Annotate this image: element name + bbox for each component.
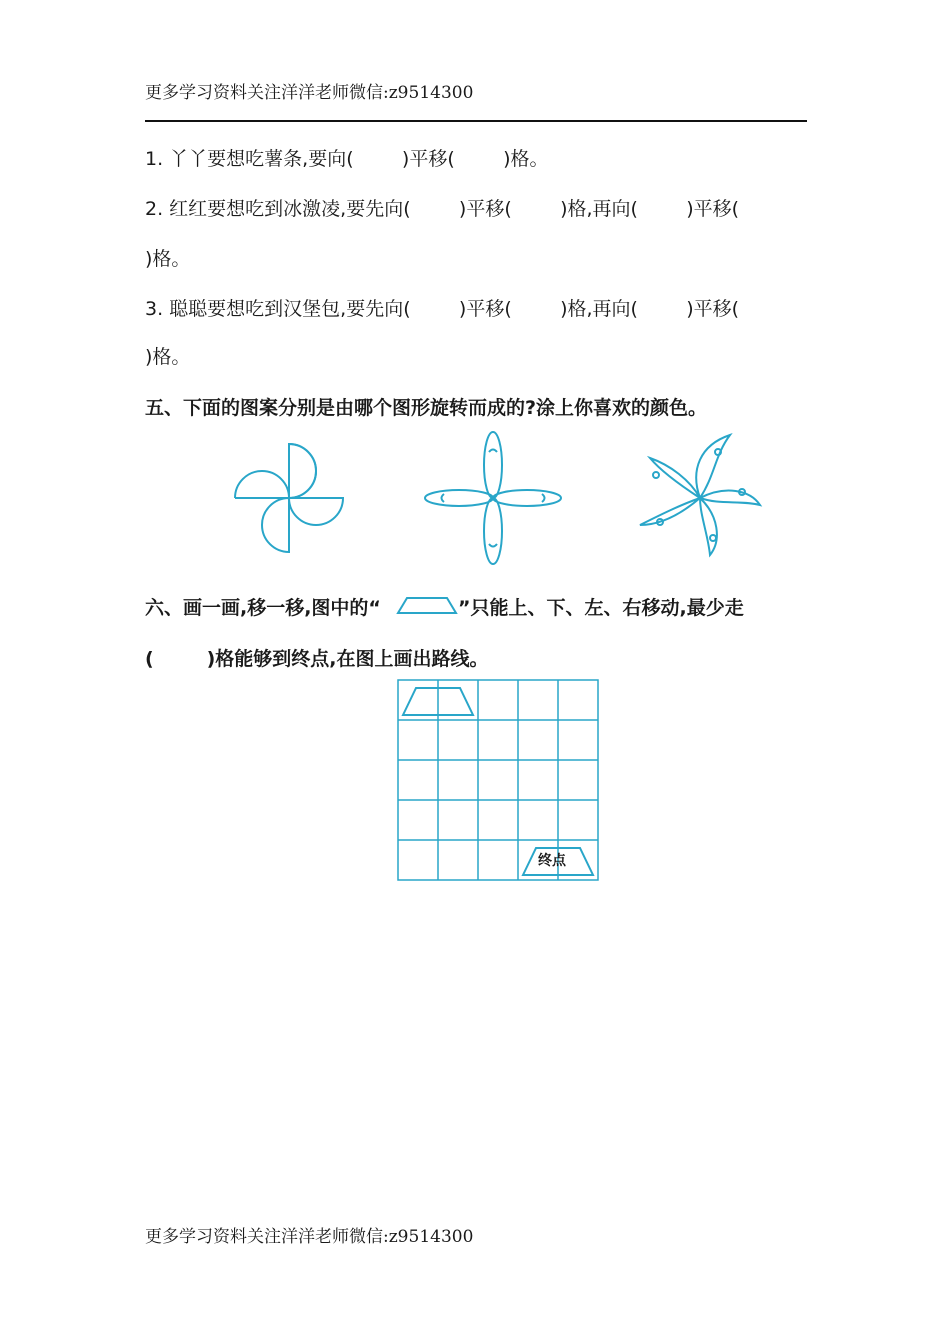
question-3-line-2: )格。 (145, 346, 191, 368)
section-6-title-part-1: 六、画一画,移一移,图中的“ (145, 597, 381, 619)
question-2-line-2: )格。 (145, 248, 191, 270)
footer-text: 更多学习资料关注洋洋老师微信:z9514300 (145, 1227, 474, 1247)
section-5-title: 五、下面的图案分别是由哪个图形旋转而成的?涂上你喜欢的颜色。 (145, 397, 708, 419)
grid-end-label: 终点 (538, 853, 566, 869)
section-6-line-2: ( )格能够到终点,在图上画出路线。 (145, 648, 489, 670)
section-6-title-part-2: ”只能上、下、左、右移动,最少走 (458, 597, 744, 619)
header-text: 更多学习资料关注洋洋老师微信:z9514300 (145, 83, 474, 103)
question-2-line-1: 2. 红红要想吃到冰激凌,要先向( )平移( )格,再向( )平移( (145, 198, 740, 220)
question-1: 1. 丫丫要想吃薯条,要向( )平移( )格。 (145, 148, 549, 170)
question-3-line-1: 3. 聪聪要想吃到汉堡包,要先向( )平移( )格,再向( )平移( (145, 298, 740, 320)
